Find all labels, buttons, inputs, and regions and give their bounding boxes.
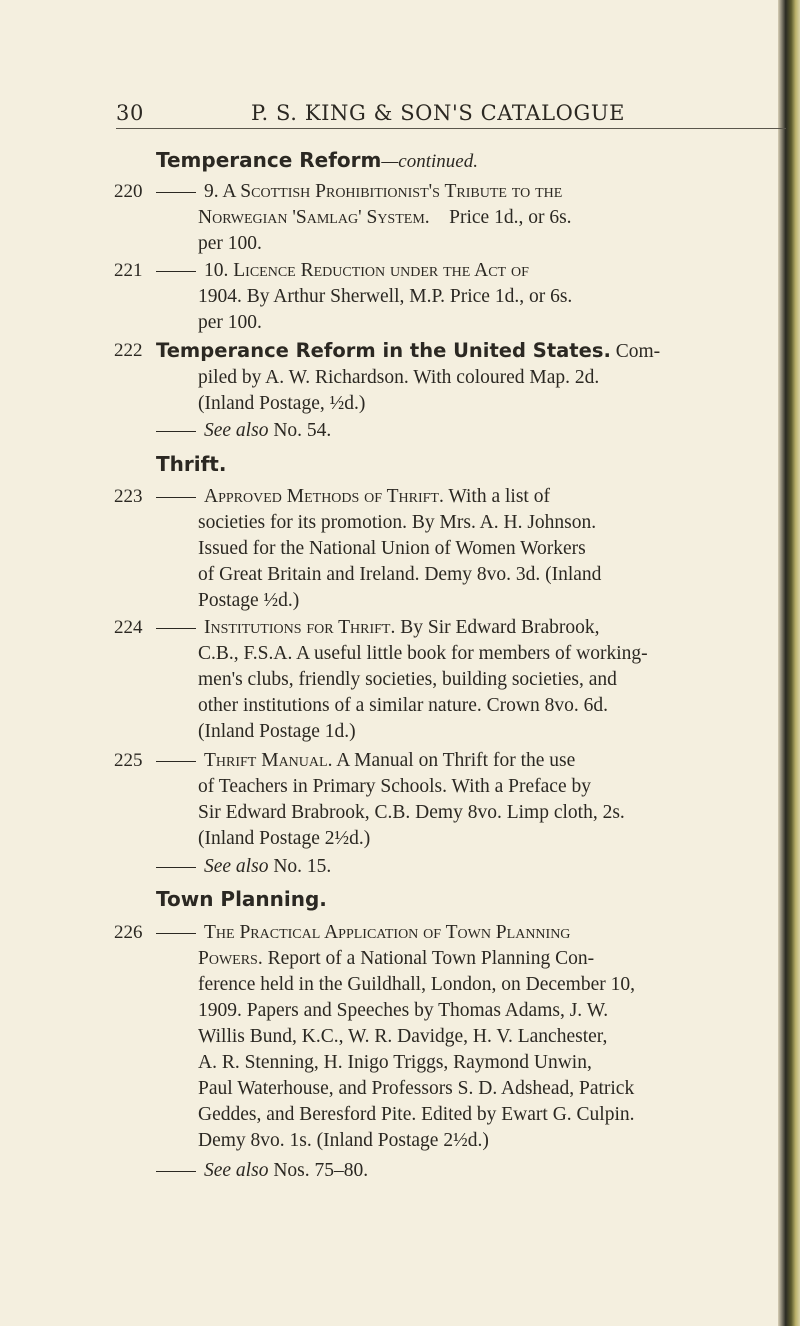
entry-number: 224 — [114, 617, 143, 638]
entry-price: Price 1d., or 6s. — [449, 207, 572, 228]
see-also-ref: No. 15. — [273, 856, 332, 877]
ditto-dash — [156, 192, 196, 193]
entry-text: A Manual on Thrift for the use — [336, 750, 576, 771]
ditto-dash — [156, 431, 196, 432]
entry-title: 10. Licence Reduction under the Act of — [204, 260, 529, 281]
section-heading-temperance — [156, 148, 478, 173]
section-title: Town Planning. — [156, 887, 327, 911]
see-also-label: See also — [204, 420, 269, 441]
ditto-dash — [156, 867, 196, 868]
entry-title-cont: Powers. — [198, 948, 263, 969]
entry-text: 1909. Papers and Speeches by Thomas Adams, J. W. — [198, 1000, 609, 1021]
entry-text: A. R. Stenning, H. Inigo Triggs, Raymond Unwin, — [198, 1052, 592, 1073]
entry-text: Paul Waterhouse, and Professors S. D. Adshead, Patrick — [198, 1078, 635, 1099]
entry-text: per 100. — [198, 312, 262, 333]
entry-text: per 100. — [198, 233, 262, 254]
entry-title: Thrift Manual. — [204, 750, 333, 771]
see-also-label: See also — [204, 856, 269, 877]
entry-text: Geddes, and Beresford Pite. Edited by Ewart G. Culpin. — [198, 1104, 635, 1125]
section-heading-thrift — [156, 452, 226, 476]
entry-text: ference held in the Guildhall, London, on December 10, — [198, 974, 635, 995]
entry-title: Temperance Reform in the United States. — [156, 339, 611, 362]
entry-number: 221 — [114, 260, 143, 281]
entry-text: Issued for the National Union of Women Workers — [198, 538, 586, 559]
see-also-ref: No. 54. — [273, 420, 332, 441]
entry-text: Demy 8vo. 1s. (Inland Postage 2½d.) — [198, 1130, 489, 1151]
entry-title: Institutions for Thrift. — [204, 617, 396, 638]
entry-text: Com- — [615, 341, 661, 362]
continued-note: —continued. — [381, 151, 478, 172]
entry-text: (Inland Postage, ½d.) — [198, 393, 366, 414]
header-rule — [116, 128, 786, 129]
entry-number: 222 — [114, 340, 143, 361]
ditto-dash — [156, 933, 196, 934]
entry-title: The Practical Application of Town Planning — [204, 922, 571, 943]
entry-text: (Inland Postage 2½d.) — [198, 828, 371, 849]
see-also-ref: Nos. 75–80. — [273, 1160, 369, 1181]
entry-text: Postage ½d.) — [198, 590, 300, 611]
page-edge — [778, 0, 800, 1326]
see-also-label: See also — [204, 1160, 269, 1181]
entry-text: piled by A. W. Richardson. With coloured Map. 2d. — [198, 367, 600, 388]
ditto-dash — [156, 271, 196, 272]
entry-number: 223 — [114, 486, 143, 507]
entry-text: other institutions of a similar nature. Crown 8vo. 6d. — [198, 695, 608, 716]
running-header — [116, 101, 756, 127]
ditto-dash — [156, 1171, 196, 1172]
ditto-dash — [156, 761, 196, 762]
entry-text: Sir Edward Brabrook, C.B. Demy 8vo. Limp cloth, 2s. — [198, 802, 625, 823]
entry-title: 9. A Scottish Prohibitionist's Tribute to the — [204, 181, 563, 202]
entry-text: men's clubs, friendly societies, building societies, and — [198, 669, 617, 690]
page-number: 30 — [116, 101, 144, 125]
entry-text: (Inland Postage 1d.) — [198, 721, 356, 742]
ditto-dash — [156, 628, 196, 629]
entry-text: With a list of — [448, 486, 550, 507]
entry-text: of Teachers in Primary Schools. With a Preface by — [198, 776, 591, 797]
entry-number: 220 — [114, 181, 143, 202]
entry-title-cont: Norwegian 'Samlag' System. — [198, 207, 430, 228]
entry-number: 226 — [114, 922, 143, 943]
section-title: Temperance Reform — [156, 148, 382, 172]
ditto-dash — [156, 497, 196, 498]
entry-title: Approved Methods of Thrift. — [204, 486, 444, 507]
entry-text: Report of a National Town Planning Con- — [267, 948, 595, 969]
entry-text: of Great Britain and Ireland. Demy 8vo. 3d. (Inland — [198, 564, 602, 585]
entry-text: By Sir Edward Brabrook, — [400, 617, 600, 638]
section-title: Thrift. — [156, 452, 227, 476]
entry-text: C.B., F.S.A. A useful little book for members of working- — [198, 643, 648, 664]
running-title: P. S. KING & SON'S CATALOGUE — [251, 101, 626, 125]
entry-number: 225 — [114, 750, 143, 771]
entry-text: societies for its promotion. By Mrs. A. H. Johnson. — [198, 512, 597, 533]
section-heading-town-planning — [156, 887, 327, 911]
entry-text: 1904. By Arthur Sherwell, M.P. Price 1d., or 6s. — [198, 286, 573, 307]
entry-text: Willis Bund, K.C., W. R. Davidge, H. V. Lanchester, — [198, 1026, 608, 1047]
